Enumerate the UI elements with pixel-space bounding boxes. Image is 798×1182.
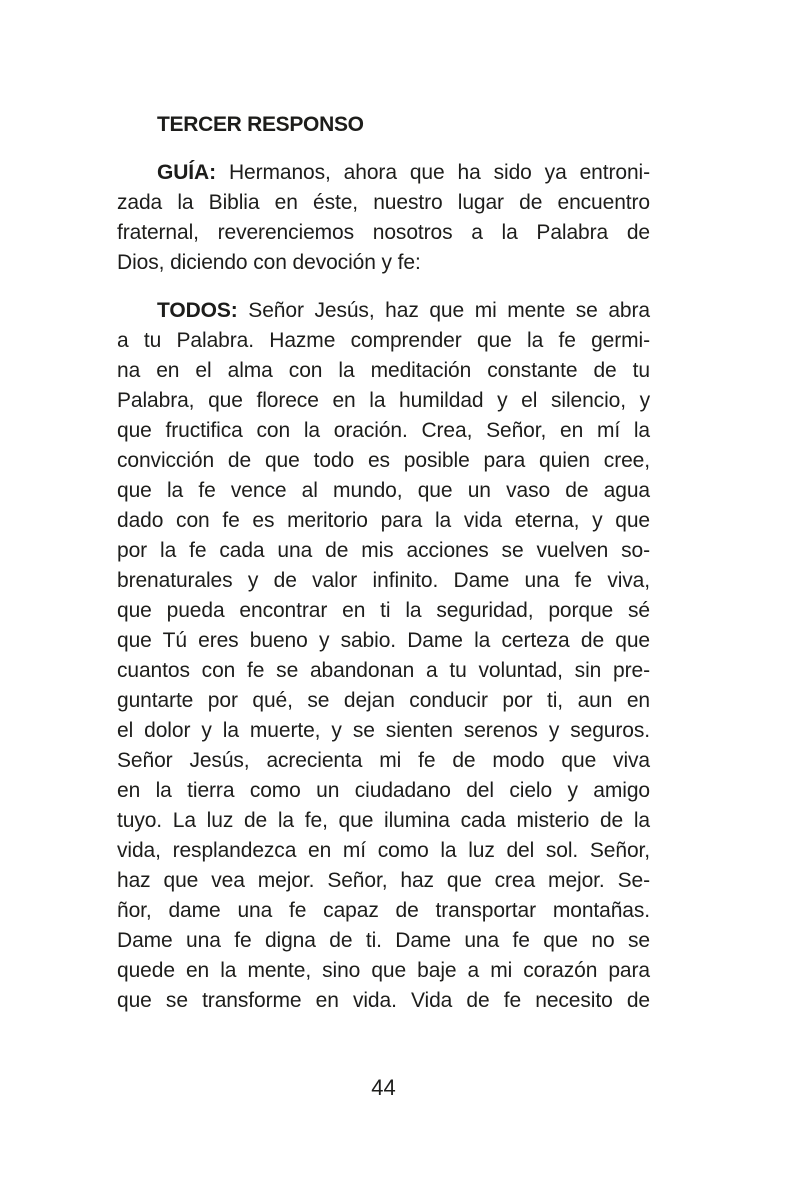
text-line: quede en la mente, sino que baje a mi corazón para — [117, 959, 650, 982]
text-line: Señor Jesús, acrecienta mi fe de modo que viva — [117, 749, 650, 772]
text-line: TODOS: Señor Jesús, haz que mi mente se abra — [157, 299, 650, 322]
text-line: Dios, diciendo con devoción y fe: — [117, 251, 421, 274]
text-line: zada la Biblia en éste, nuestro lugar de encuentro — [117, 191, 650, 214]
text-line: brenaturales y de valor infinito. Dame una fe viva, — [117, 569, 650, 592]
text-line: guntarte por qué, se dejan conducir por ti, aun en — [117, 689, 650, 712]
speaker-label: GUÍA: — [157, 161, 216, 184]
text-line: a tu Palabra. Hazme comprender que la fe germi- — [117, 329, 650, 352]
paragraph — [117, 296, 650, 1016]
text-line: fraternal, reverenciemos nosotros a la Palabra de — [117, 221, 650, 244]
speaker-label: TODOS: — [157, 299, 238, 322]
text-line: que Tú eres bueno y sabio. Dame la certeza de que — [117, 629, 650, 652]
text-block — [117, 110, 650, 1016]
text-line: Dame una fe digna de ti. Dame una fe que no se — [117, 929, 650, 952]
text-line: vida, resplandezca en mí como la luz del sol. Señor, — [117, 839, 650, 862]
text-line: que pueda encontrar en ti la seguridad, porque sé — [117, 599, 650, 622]
text-line: que la fe vence al mundo, que un vaso de agua — [117, 479, 650, 502]
text-line: que se transforme en vida. Vida de fe necesito de — [117, 989, 650, 1012]
paragraphs — [117, 158, 650, 1016]
section-title: TERCER RESPONSO — [157, 113, 364, 136]
text-line: que fructifica con la oración. Crea, Señor, en mí la — [117, 419, 650, 442]
paragraph — [117, 158, 650, 278]
text-line: GUÍA: Hermanos, ahora que ha sido ya entroni- — [157, 161, 650, 184]
text-line: dado con fe es meritorio para la vida eterna, y que — [117, 509, 650, 532]
text-line: ñor, dame una fe capaz de transportar montañas. — [117, 899, 650, 922]
text-line: Palabra, que florece en la humildad y el silencio, y — [117, 389, 650, 412]
text-line: el dolor y la muerte, y se sienten serenos y seguros. — [117, 719, 650, 742]
text-line: tuyo. La luz de la fe, que ilumina cada misterio de la — [117, 809, 650, 832]
text-line: por la fe cada una de mis acciones se vuelven so- — [117, 539, 650, 562]
text-line: haz que vea mejor. Señor, haz que crea mejor. Se- — [117, 869, 650, 892]
page-number: 44 — [371, 1075, 396, 1100]
text-line: cuantos con fe se abandonan a tu voluntad, sin pre- — [117, 659, 650, 682]
text-line: en la tierra como un ciudadano del cielo y amigo — [117, 779, 650, 802]
text-line: convicción de que todo es posible para quien cree, — [117, 449, 650, 472]
text-line: na en el alma con la meditación constante de tu — [117, 359, 650, 382]
